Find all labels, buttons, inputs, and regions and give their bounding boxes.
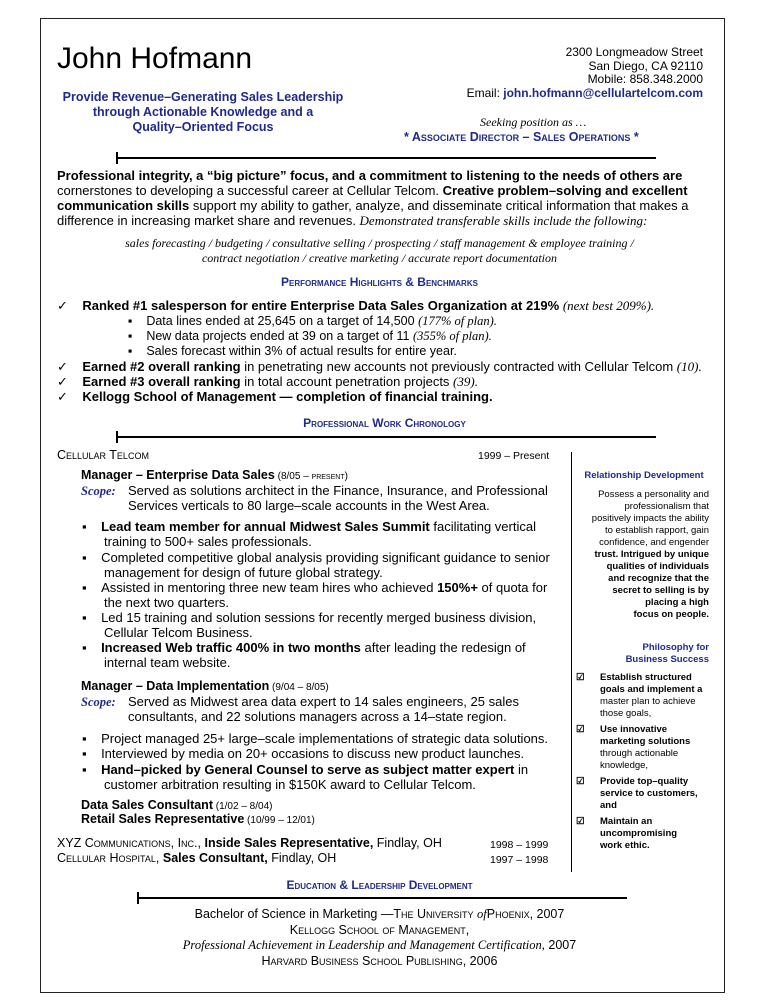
role-1-bullet-2-l2: management for design of future global strategy.: [104, 565, 383, 580]
highlights-heading: Performance Highlights & Benchmarks: [281, 275, 478, 289]
item-4-text: Kellogg School of Management — completion of financial training.: [82, 389, 493, 404]
role-1-bullet-1: ▪ Lead team member for annual Midwest Sales Summit facilitating vertical: [82, 519, 536, 534]
checkbox-icon: ☑: [576, 672, 585, 683]
tagline-line-2: through Actionable Knowledge and a: [92, 105, 314, 119]
bullet-5-bold: Increased Web traffic 400% in two months: [101, 640, 361, 655]
bullet-3-bold: 150%+: [437, 580, 478, 595]
item-2-rest: in penetrating new accounts not previously contracted with Cellular Telcom: [240, 359, 677, 374]
company-cellular-telcom: Cellular Telcom: [57, 448, 149, 462]
phil-line: Establish structured: [600, 672, 692, 683]
role-2-bullet-1: ▪ Project managed 25+ large–scale implementations of strategic data solutions.: [82, 731, 549, 746]
education-line-1: [0, 907, 759, 922]
summary-line-1: Professional integrity, a “big picture” focus, and a commitment to listening to the needs of others are: [57, 168, 683, 183]
mobile-phone: Mobile: 858.348.2000: [587, 72, 703, 86]
degree-year: , 2007: [529, 907, 565, 921]
r2-bullet-2-text: Interviewed by media on 20+ occasions to discuss new product launches.: [101, 746, 525, 761]
r2-bullet-3-rest: in: [514, 762, 529, 777]
rel-line: focus on people.: [633, 609, 709, 620]
role-4-title: Retail Sales Representative: [81, 812, 245, 826]
scope-label-2: Scope:: [81, 695, 116, 709]
item-3-note: (39).: [453, 374, 478, 389]
hospital-dates: 1997 – 1998: [490, 854, 549, 866]
item-2-note: (10).: [676, 359, 702, 374]
role-1-bullet-5-l2: internal team website.: [104, 655, 231, 670]
target-position: * Associate Director – Sales Operations *: [404, 130, 639, 144]
highlight-item-1: ✓ Ranked #1 salesperson for entire Enterprise Data Sales Organization at 219% (next best 209%).: [57, 298, 655, 313]
role-1-bullet-4-l2: Cellular Telcom Business.: [104, 625, 253, 640]
sidebar-rel-text: [574, 489, 709, 621]
highlight-sub-3: ▪ Sales forecast within 3% of actual results for entire year.: [128, 344, 457, 358]
role-2-heading: [81, 679, 329, 693]
highlight-item-4: ✓ Kellogg School of Management — completion of financial training.: [57, 389, 493, 404]
checkbox-icon: ☑: [576, 816, 585, 827]
role-4-dates: (10/99 – 12/01): [244, 815, 315, 826]
phil-line: through actionable: [600, 748, 679, 759]
rel-line: professionalism that: [624, 501, 709, 512]
email-label: Email:: [466, 86, 504, 100]
rel-line: confidence, and engender: [599, 537, 709, 548]
role-2-title: Manager – Data Implementation: [81, 679, 270, 693]
highlight-sub-1: ▪ Data lines ended at 25,645 on a target of 14,500 (177% of plan).: [128, 314, 497, 328]
phil-line: work ethic.: [600, 840, 650, 851]
role-2-scope-line-1: Served as Midwest area data expert to 14 sales engineers, 25 sales: [128, 694, 519, 709]
degree: Bachelor of Science in Marketing —: [194, 907, 394, 921]
rel-line: to establish rapport, gain: [604, 525, 709, 536]
summary-line-2: cornerstones to developing a successful career at Cellular Telcom. Creative problem–solving and excellent: [57, 183, 688, 198]
university: The University: [393, 907, 474, 921]
role-3-title: Data Sales Consultant: [81, 798, 213, 812]
role-3-dates: (1/02 – 8/04): [212, 801, 273, 812]
sub-2-note: (355% of plan).: [412, 329, 492, 343]
role-1-scope-line-2: Services verticals to 80 large–scale accounts in the West Area.: [128, 498, 490, 513]
role-1-bullet-3-l2: the next two quarters.: [104, 595, 230, 610]
education-line-2: Kellogg School of Management,: [289, 923, 470, 937]
bullet-3-a: Assisted in mentoring three new team hires who achieved: [101, 580, 438, 595]
role-1-bullet-3: ▪ Assisted in mentoring three new team hires who achieved 150%+ of quota for: [82, 580, 548, 595]
sub-2-text: New data projects ended at 39 on a target of 11: [146, 329, 410, 343]
role-4-heading: [81, 812, 315, 826]
bullet-1-rest: facilitating vertical: [429, 519, 536, 534]
education-line-4: Harvard Business School Publishing, 2006: [261, 954, 498, 968]
xyz-company: XYZ Communications, Inc.: [57, 836, 198, 850]
phil-line: goals and implement a: [600, 684, 703, 695]
hospital-title: Sales Consultant,: [162, 851, 268, 865]
role-1-bullet-4: ▪ Led 15 training and solution sessions for recently merged business division,: [82, 610, 537, 625]
phil-line: uncompromising: [600, 828, 678, 839]
tagline-line-3: Quality–Oriented Focus: [132, 120, 274, 134]
xyz-title: Inside Sales Representative,: [204, 836, 374, 850]
phil-line: Maintain an: [600, 816, 653, 827]
highlight-item-3: ✓ Earned #3 overall ranking in total account penetration projects (39).: [57, 374, 478, 389]
job-hospital: Cellular Hospital, Sales Consultant, Findlay, OH: [57, 851, 337, 865]
phil-line: Provide top–quality: [600, 776, 689, 787]
highlight-1-note: (next best 209%).: [562, 298, 655, 313]
skills-line-1: sales forecasting / budgeting / consultative selling / prospecting / staff management & employee training /: [125, 236, 634, 250]
xyz-dates: 1998 – 1999: [490, 839, 549, 851]
checkbox-icon: ☑: [576, 724, 585, 735]
job-xyz: XYZ Communications, Inc., Inside Sales Representative, Findlay, OH: [57, 836, 442, 850]
phoenix: Phoenix: [486, 907, 530, 921]
chronology-heading: Professional Work Chronology: [303, 416, 466, 430]
phil-line: Use innovative: [600, 724, 668, 735]
bullet-2-text: Completed competitive global analysis providing significant guidance to senior: [101, 550, 550, 565]
phil-line: service to customers,: [600, 788, 698, 799]
phil-line: master plan to achieve: [600, 696, 696, 707]
seeking-label: Seeking position as …: [480, 115, 587, 129]
role-1-dates: (8/05 – present): [274, 471, 348, 482]
checkbox-icon: ☑: [576, 776, 585, 787]
item-2-bold: Earned #2 overall ranking: [82, 359, 241, 374]
rel-line: and recognize that the: [608, 573, 709, 584]
summary-line-4: [57, 213, 647, 229]
role-2-bullet-3: ▪ Hand–picked by General Counsel to serve as subject matter expert in: [82, 762, 529, 777]
role-2-bullet-2: ▪ Interviewed by media on 20+ occasions to discuss new product launches.: [82, 746, 525, 761]
rel-line: qualities of individuals: [606, 561, 709, 572]
highlight-item-2: ✓ Earned #2 overall ranking in penetrating new accounts not previously contracted with Cellular Telcom (10).: [57, 359, 702, 374]
divider-rule: [137, 897, 627, 899]
role-1-title: Manager – Enterprise Data Sales: [81, 468, 275, 482]
highlight-sub-2: ▪ New data projects ended at 39 on a target of 11 (355% of plan).: [128, 329, 492, 343]
summary-line-3: communication skills support my ability to gather, analyze, and disseminate critical information that makes a: [57, 198, 689, 213]
divider-rule: [116, 436, 656, 438]
rel-line: secret to selling is by: [612, 585, 709, 596]
bullet-3-b: of quota for: [477, 580, 548, 595]
phil-line: those goals,: [600, 708, 652, 719]
phil-line: and: [600, 800, 617, 811]
r2-bullet-1-text: Project managed 25+ large–scale implementations of strategic data solutions.: [101, 731, 549, 746]
role-1-bullet-1-l2: training to 500+ sales professionals.: [104, 534, 312, 549]
sub-1-text: Data lines ended at 25,645 on a target of 14,500: [146, 314, 415, 328]
role-1-scope-line-1: Served as solutions architect in the Finance, Insurance, and Professional: [128, 483, 548, 498]
divider-rule: [116, 157, 656, 159]
email-link[interactable]: john.hofmann@cellulartelcom.com: [503, 86, 703, 100]
r2-bullet-3-bold: Hand–picked by General Counsel to serve as subject matter expert: [101, 762, 515, 777]
skills-line-2: contract negotiation / creative marketing / accurate report documentation: [201, 251, 558, 265]
sub-1-note: (177% of plan).: [418, 314, 497, 328]
sidebar-divider: [571, 452, 572, 872]
role-2-scope-line-2: consultants, and 22 solutions managers across a 14–state region.: [128, 709, 507, 724]
item-3-rest: in total account penetration projects: [240, 374, 454, 389]
role-2-dates: (9/04 – 8/05): [269, 682, 329, 693]
highlight-1-text: Ranked #1 salesperson for entire Enterprise Data Sales Organization at 219%: [82, 298, 560, 313]
rel-line: trust. Intrigued by unique: [594, 549, 709, 560]
address-city: San Diego, CA 92110: [588, 59, 703, 73]
role-3-heading: [81, 798, 272, 812]
sidebar-phil-heading-2: Business Success: [625, 654, 709, 665]
certification: Professional Achievement in Leadership and Management Certification,: [182, 938, 545, 952]
role-1-heading: [81, 468, 348, 482]
role-1-bullet-2: ▪ Completed competitive global analysis providing significant guidance to senior: [82, 550, 550, 565]
hospital-company: Cellular Hospital: [57, 851, 156, 865]
email-line: [467, 86, 703, 100]
tagline-line-1: Provide Revenue–Generating Sales Leadership: [62, 90, 344, 104]
xyz-location: Findlay, OH: [373, 836, 442, 850]
role-2-bullet-3-l2: customer arbitration resulting in $150K award to Cellular Telcom.: [104, 777, 476, 792]
rel-line: placing a high: [645, 597, 709, 608]
summary-line-4-text: difference in increasing market share and revenues.: [57, 213, 360, 228]
hospital-location: Findlay, OH: [267, 851, 337, 865]
sub-3-text: Sales forecast within 3% of actual results for entire year.: [146, 344, 457, 358]
item-3-bold: Earned #3 overall ranking: [82, 374, 241, 389]
of: of: [477, 907, 487, 921]
rel-line: Possess a personality and: [598, 489, 709, 500]
education-line-3: [0, 938, 759, 953]
role-1-bullet-5: ▪ Increased Web traffic 400% in two months after leading the redesign of: [82, 640, 526, 655]
rel-line: positively impacts the ability: [591, 513, 709, 524]
sidebar-phil-heading-1: Philosophy for: [642, 642, 709, 653]
phil-line: knowledge,: [600, 760, 649, 771]
bullet-4-text: Led 15 training and solution sessions for recently merged business division,: [101, 610, 537, 625]
sidebar-rel-heading: Relationship Development: [584, 470, 704, 481]
bullet-5-rest: after leading the redesign of: [360, 640, 526, 655]
address-street: 2300 Longmeadow Street: [565, 45, 703, 59]
skills-intro: Demonstrated transferable skills include the following:: [359, 213, 648, 228]
certification-year: 2007: [544, 938, 577, 952]
scope-label: Scope:: [81, 484, 116, 498]
phil-line: marketing solutions: [600, 736, 691, 747]
education-heading: Education & Leadership Development: [286, 878, 473, 892]
candidate-name: John Hofmann: [57, 42, 253, 75]
company-dates: 1999 – Present: [478, 450, 550, 462]
bullet-1-bold: Lead team member for annual Midwest Sales Summit: [101, 519, 430, 534]
